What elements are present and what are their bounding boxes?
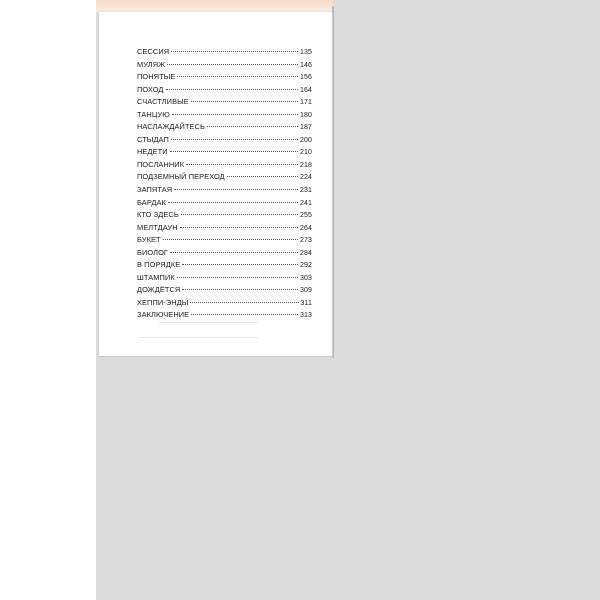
toc-entry <box>137 60 312 73</box>
toc-entry-page: 146 <box>300 61 312 69</box>
toc-entry-page: 241 <box>300 199 312 207</box>
toc-leader-dots <box>167 64 298 65</box>
toc-entry-page: 292 <box>300 262 312 270</box>
toc-entry <box>137 172 312 185</box>
toc-entry-title: МУЛЯЖ <box>137 59 166 69</box>
toc-entry <box>137 273 312 286</box>
toc-leader-dots <box>166 89 299 90</box>
toc-leader-dots <box>181 214 298 215</box>
toc-entry-page: 180 <box>300 111 312 119</box>
toc-entry-page: 255 <box>300 212 312 220</box>
toc-entry-title: МЕЛТДАУН <box>137 222 178 232</box>
toc-entry-page: 313 <box>300 312 312 320</box>
toc-entry <box>137 298 312 311</box>
toc-entry-title: ДОЖДЁТСЯ <box>137 285 181 295</box>
toc-entry <box>137 160 312 173</box>
toc-leader-dots <box>190 302 298 303</box>
toc-entry-title: ПОДЗЕМНЫЙ ПЕРЕХОД <box>137 172 225 182</box>
toc-leader-dots <box>191 314 298 315</box>
toc-entry-title: ПОНЯТЫЕ <box>137 72 176 82</box>
toc-entry-title: ШТАМПИК <box>137 272 175 282</box>
toc-entry-page: 187 <box>300 124 312 132</box>
toc-entry <box>137 97 312 110</box>
toc-entry-page: 264 <box>300 224 312 232</box>
toc-leader-dots <box>177 277 298 278</box>
toc-entry-page: 303 <box>300 274 312 282</box>
toc-entry-title: СТЫДАП <box>137 134 169 144</box>
toc-entry-title: ЗАКЛЮЧЕНИЕ <box>137 310 190 320</box>
book-page <box>99 12 332 356</box>
toc-entry <box>137 185 312 198</box>
toc-entry-title: В ПОРЯДКЕ <box>137 260 181 270</box>
toc-leader-dots <box>171 139 298 140</box>
toc-entry-page: 210 <box>300 149 312 157</box>
toc-entry-page: 309 <box>300 287 312 295</box>
toc-entry-page: 224 <box>300 174 312 182</box>
toc-entry-title: ПОХОД <box>137 84 164 94</box>
toc-entry-title: НАСЛАЖДАЙТЕСЬ <box>137 122 205 132</box>
toc-entry-page: 200 <box>300 136 312 144</box>
toc-leader-dots <box>182 264 298 265</box>
toc-entry <box>137 248 312 261</box>
toc-leader-dots <box>171 51 298 52</box>
toc-entry <box>137 135 312 148</box>
toc-leader-dots <box>207 126 298 127</box>
toc-entry-title: НЕДЕТИ <box>137 147 168 157</box>
toc-entry-page: 218 <box>300 161 312 169</box>
toc-entry-page: 284 <box>300 249 312 257</box>
toc-entry <box>137 122 312 135</box>
toc-entry-title: БУКЕТ <box>137 235 161 245</box>
toc-entry-title: ПОСЛАННИК <box>137 159 185 169</box>
toc-leader-dots <box>227 176 298 177</box>
toc-leader-dots <box>174 189 298 190</box>
toc-entry-page: 311 <box>300 299 312 307</box>
toc-entry-page: 135 <box>300 49 312 56</box>
toc-leader-dots <box>191 101 298 102</box>
toc-leader-dots <box>170 151 298 152</box>
toc-entry-page: 171 <box>300 99 312 107</box>
toc-entry-title: ТАНЦУЮ <box>137 109 170 119</box>
show-through-line <box>139 337 259 338</box>
toc-leader-dots <box>186 164 298 165</box>
toc-leader-dots <box>168 202 298 203</box>
toc-entry <box>137 310 312 323</box>
toc-leader-dots <box>163 239 298 240</box>
toc-entry-title: ХЕППИ-ЭНДЫ <box>137 297 189 307</box>
toc-entry <box>137 235 312 248</box>
toc-entry <box>137 223 312 236</box>
toc-entry-page: 231 <box>300 187 312 195</box>
toc-entry <box>137 72 312 85</box>
toc-entry <box>137 47 312 60</box>
toc-entry-page: 164 <box>300 86 312 94</box>
toc-entry <box>137 147 312 160</box>
toc-entry-page: 156 <box>300 74 312 82</box>
toc-leader-dots <box>177 76 298 77</box>
toc-entry-title: СЧАСТЛИВЫЕ <box>137 97 189 107</box>
toc-entry <box>137 285 312 298</box>
toc-entry-title: ЗАПЯТАЯ <box>137 185 173 195</box>
toc-entry <box>137 260 312 273</box>
toc-leader-dots <box>182 289 298 290</box>
toc-leader-dots <box>180 227 298 228</box>
page-edge-shadow <box>332 6 334 358</box>
cover-edge-strip <box>96 0 334 12</box>
toc-entry <box>137 210 312 223</box>
toc-entry-title: БАРДАК <box>137 197 166 207</box>
toc-entry <box>137 110 312 123</box>
toc-entry-title: СЕССИЯ <box>137 47 170 56</box>
toc-entry-page: 273 <box>300 237 312 245</box>
toc-entry <box>137 85 312 98</box>
toc-leader-dots <box>172 114 298 115</box>
toc-entry-title: КТО ЗДЕСЬ <box>137 210 179 220</box>
toc-leader-dots <box>170 252 298 253</box>
toc-entry-title: БИОЛОГ <box>137 247 169 257</box>
toc-entry <box>137 198 312 211</box>
table-of-contents <box>137 47 312 323</box>
